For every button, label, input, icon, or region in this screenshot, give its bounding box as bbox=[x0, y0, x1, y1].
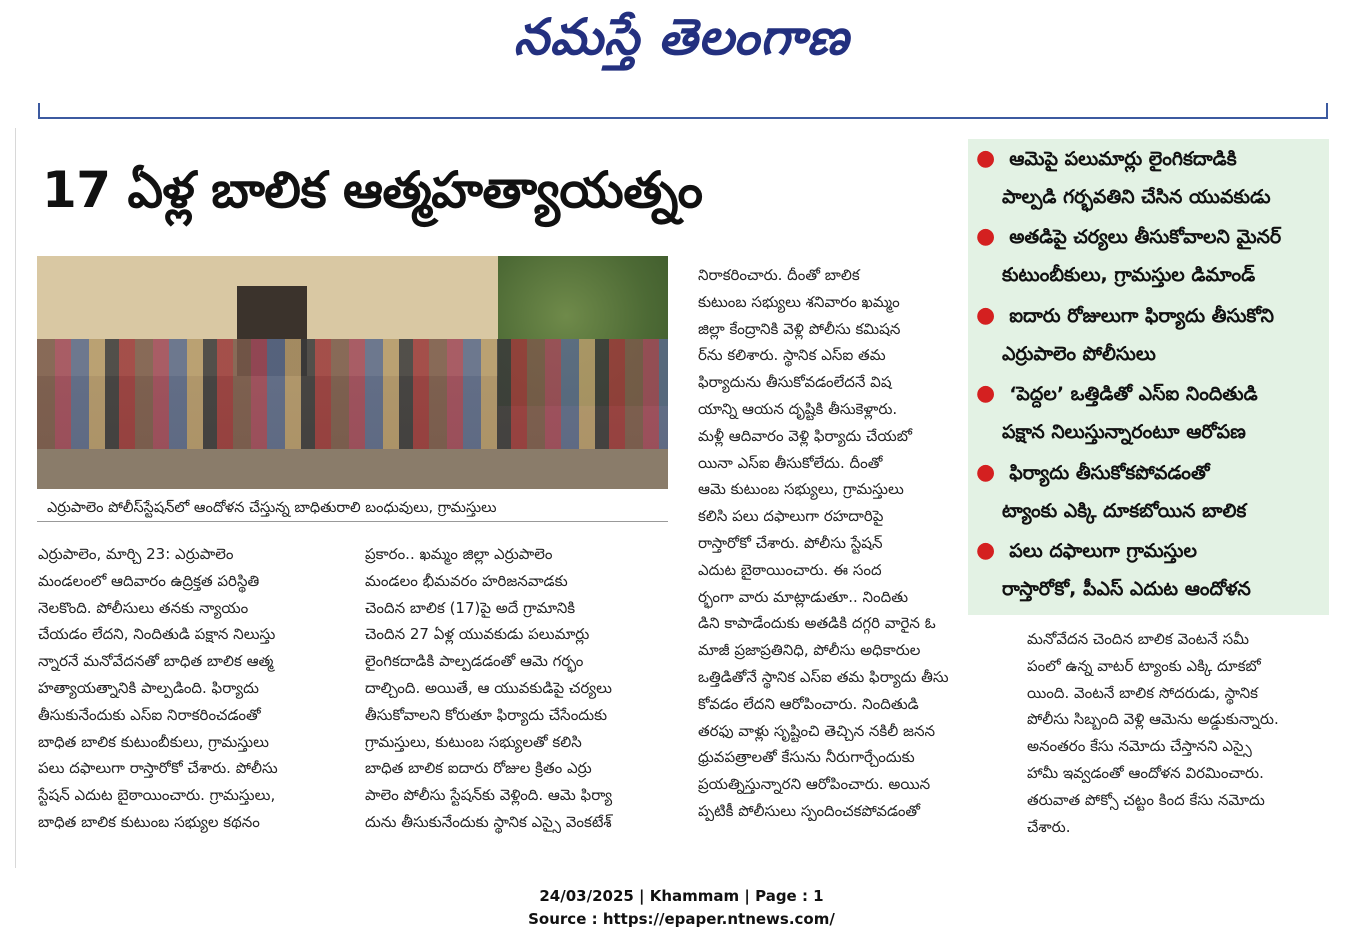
masthead-logo: నమస్తే తెలంగాణ bbox=[513, 8, 850, 66]
article-column-4 bbox=[1027, 626, 1333, 840]
article-line: చేశారు. bbox=[1027, 817, 1071, 836]
highlight-item bbox=[972, 140, 1271, 216]
article-line: కోవడం లేదని ఆరోపించారు. నిందితుడి bbox=[698, 694, 919, 713]
article-line: యాన్ని ఆయన దృష్టికి తీసుకెళ్లారు. bbox=[698, 399, 898, 418]
article-line: మండలం భీమవరం హరిజనవాడకు bbox=[365, 571, 568, 590]
article-line: ర్భంగా వారు మాట్లాడుతూ.. నిందితు bbox=[698, 587, 909, 606]
article-line: నెలకొంది. పోలీసులు తనకు న్యాయం bbox=[38, 598, 249, 617]
article-line: గ్రామస్తులు, కుటుంబ సభ్యులతో కలిసి bbox=[365, 732, 582, 751]
headline: 17 ఏళ్ల బాలిక ఆత్మహత్యాయత్నం bbox=[42, 161, 703, 219]
article-line: పలు దఫాలుగా రాస్తారోకో చేశారు. పోలీసు bbox=[38, 759, 278, 778]
article-line: తరువాత పోక్సో చట్టం కింద కేసు నమోదు bbox=[1027, 790, 1265, 809]
article-line: జిల్లా కేంద్రానికి వెళ్లి పోలీసు కమిషన bbox=[698, 319, 901, 338]
article-line: డిని కాపాడేందుకు అతడికి దగ్గరి వారైన ఓ bbox=[698, 614, 936, 633]
masthead-rule bbox=[38, 103, 1328, 119]
bullet-icon: ● bbox=[976, 303, 996, 328]
article-line: ప్పటికీ పోలీసులు స్పందించకపోవడంతో bbox=[698, 801, 921, 820]
article-line: ఎర్రుపాలెం, మార్చి 23: ఎర్రుపాలెం bbox=[38, 545, 234, 563]
article-line: హామీ ఇవ్వడంతో ఆందోళన విరమించారు. bbox=[1027, 763, 1264, 782]
article-line: పంలో ఉన్న వాటర్ ట్యాంకు ఎక్కి దూకబో bbox=[1027, 656, 1261, 675]
highlight-item bbox=[972, 454, 1246, 530]
article-line: ధ్రువపత్రాలతో కేసును నీరుగార్చేందుకు bbox=[698, 748, 915, 767]
article-line: రాస్తారోకో చేశారు. పోలీసు స్టేషన్ bbox=[698, 533, 883, 552]
article-line: న్నారనే మనోవేదనతో బాధిత బాలిక ఆత్మ bbox=[38, 652, 274, 671]
footer-dateline: 24/03/2025 | Khammam | Page : 1 bbox=[539, 887, 824, 905]
article-line: యింది. వెంటనే బాలిక సోదరుడు, స్థానిక bbox=[1027, 683, 1258, 702]
highlight-line: పక్షాన నిలుస్తున్నారంటూ ఆరోపణ bbox=[1002, 421, 1246, 443]
bullet-icon: ● bbox=[976, 460, 996, 485]
article-column-1 bbox=[38, 541, 338, 836]
highlight-item bbox=[972, 375, 1258, 451]
article-line: లైంగికదాడికి పాల్పడడంతో ఆమె గర్భం bbox=[365, 652, 584, 671]
article-line: బాధిత బాలిక కుటుంబీకులు, గ్రామస్తులు bbox=[38, 732, 269, 751]
article-line: యినా ఎస్‌ఐ తీసుకోలేదు. దీంతో bbox=[698, 453, 883, 472]
article-line: నిరాకరించారు. దీంతో బాలిక bbox=[698, 266, 860, 284]
bullet-icon: ● bbox=[976, 146, 996, 171]
news-photo bbox=[37, 256, 668, 489]
bullet-icon: ● bbox=[976, 224, 996, 249]
highlight-item bbox=[972, 297, 1274, 373]
article-line: స్టేషన్ ఎదుట బైఠాయించారు. గ్రామస్తులు, bbox=[38, 786, 276, 805]
article-line: చెందిన 27 ఏళ్ల యువకుడు పలుమార్లు bbox=[365, 625, 590, 644]
article-line: ఫిర్యాదును తీసుకోవడంలేదనే విష bbox=[698, 373, 892, 392]
highlight-line: ఎర్రుపాలెం పోలీసులు bbox=[1002, 343, 1156, 365]
photo-caption: ఎర్రుపాలెం పోలీస్‌స్టేషన్‌లో ఆందోళన చేస్తున్న బాధితురాలి బంధువులు, గ్రామస్తులు bbox=[37, 494, 668, 522]
highlight-line: కుటుంబీకులు, గ్రామస్తుల డిమాండ్ bbox=[1002, 264, 1256, 286]
article-line: మళ్లీ ఆదివారం వెళ్లి ఫిర్యాదు చేయబో bbox=[698, 426, 912, 445]
highlight-line: ‘పెద్దల’ ఒత్తిడితో ఎస్‌ఐ నిందితుడి bbox=[1009, 383, 1258, 405]
article-line: తరఫు వాళ్లు సృష్టించి తెచ్చిన నకిలీ జనన bbox=[698, 721, 936, 740]
highlight-line: పలు దఫాలుగా గ్రామస్తుల bbox=[1009, 540, 1197, 562]
article-line: కుటుంబ సభ్యులు శనివారం ఖమ్మం bbox=[698, 292, 900, 311]
article-line: కలిసి పలు దఫాలుగా రహదారిపై bbox=[698, 507, 884, 526]
article-line: బాధిత బాలిక ఐదారు రోజుల క్రితం ఎర్రు bbox=[365, 759, 592, 778]
highlight-line: ట్యాంకు ఎక్కి దూకబోయిన బాలిక bbox=[1002, 500, 1247, 522]
bullet-icon: ● bbox=[976, 538, 996, 563]
article-column-3 bbox=[698, 262, 960, 825]
article-line: దును తీసుకునేందుకు స్థానిక ఎస్సై వెంకటేశ్ bbox=[365, 812, 612, 831]
highlight-item bbox=[972, 532, 1251, 608]
highlight-line: అతడిపై చర్యలు తీసుకోవాలని మైనర్ bbox=[1009, 226, 1282, 248]
highlight-line: రాస్తారోకో, పీఎస్ ఎదుట ఆందోళన bbox=[1002, 578, 1251, 600]
article-line: అనంతరం కేసు నమోదు చేస్తానని ఎస్సై bbox=[1027, 737, 1252, 756]
highlight-line: పాల్పడి గర్భవతిని చేసిన యువకుడు bbox=[1002, 186, 1271, 208]
article-line: ర్‌ను కలిశారు. స్థానిక ఎస్‌ఐ తమ bbox=[698, 346, 886, 365]
article-line: ప్రకారం.. ఖమ్మం జిల్లా ఎర్రుపాలెం bbox=[365, 545, 553, 563]
article-line: చేయడం లేదని, నిందితుడి పక్షాన నిలుస్తు bbox=[38, 625, 276, 644]
article-line: మనోవేదన చెందిన బాలిక వెంటనే సమీ bbox=[1027, 630, 1250, 648]
article-line: మండలంలో ఆదివారం ఉద్రిక్తత పరిస్థితి bbox=[38, 571, 260, 590]
article-line: దాల్చింది. అయితే, ఆ యువకుడిపై చర్యలు bbox=[365, 678, 612, 697]
article-column-2 bbox=[365, 541, 670, 836]
article-line: తీసుకోవాలని కోరుతూ ఫిర్యాదు చేసేందుకు bbox=[365, 705, 608, 724]
article-line: ఆమె కుటుంబ సభ్యులు, గ్రామస్తులు bbox=[698, 480, 904, 499]
highlight-line: ఐదారు రోజులుగా ఫిర్యాదు తీసుకోని bbox=[1009, 305, 1274, 327]
article-line: ప్రయత్నిస్తున్నారని ఆరోపించారు. అయిన bbox=[698, 775, 931, 794]
footer-source: Source : https://epaper.ntnews.com/ bbox=[528, 910, 835, 928]
article-line: ఎదుట బైఠాయించారు. ఈ సంద bbox=[698, 560, 882, 579]
article-line: బాధిత బాలిక కుటుంబ సభ్యుల కథనం bbox=[38, 812, 260, 831]
article-line: చెందిన బాలిక (17)పై అదే గ్రామానికి bbox=[365, 598, 576, 617]
article-line: పోలీసు సిబ్బంది వెళ్లి ఆమెను అడ్డుకున్నారు. bbox=[1027, 710, 1279, 729]
bullet-icon: ● bbox=[976, 381, 996, 406]
article-line: తీసుకునేందుకు ఎస్‌ఐ నిరాకరించడంతో bbox=[38, 705, 261, 724]
article-line: పాలెం పోలీసు స్టేషన్‌కు వెళ్లింది. ఆమె ఫిర్యా bbox=[365, 786, 613, 805]
highlight-line: ఆమెపై పలుమార్లు లైంగికదాడికి bbox=[1009, 148, 1237, 170]
article-line: ఒత్తిడితోనే స్థానిక ఎస్‌ఐ తమ ఫిర్యాదు తీసు bbox=[698, 667, 949, 686]
page-divider bbox=[15, 128, 16, 868]
highlight-line: ఫిర్యాదు తీసుకోకపోవడంతో bbox=[1009, 462, 1210, 484]
article-line: మాజీ ప్రజాప్రతినిధి, పోలీసు అధికారుల bbox=[698, 641, 921, 660]
highlight-item bbox=[972, 218, 1281, 294]
article-line: హత్యాయత్నానికి పాల్పడింది. ఫిర్యాదు bbox=[38, 678, 259, 697]
